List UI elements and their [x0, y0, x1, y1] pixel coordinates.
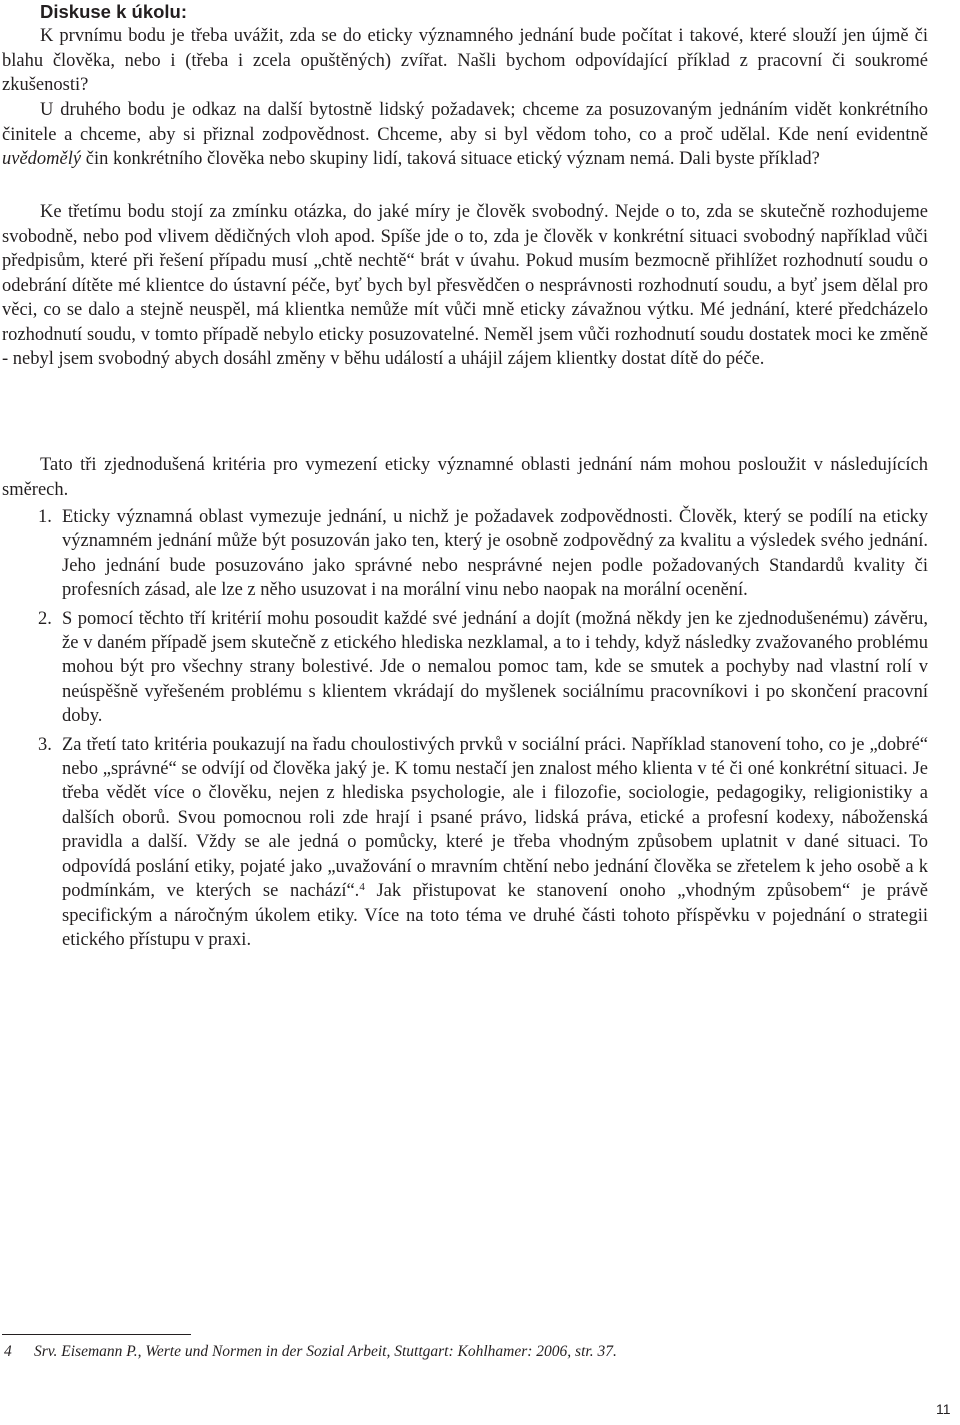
- list-item-text: [62, 735, 928, 950]
- list-item: [2, 505, 928, 603]
- paragraph-criteria-intro: Tato tři zjednodušená kritéria pro vymezení eticky významné oblasti jednání nám mohou posloužit v následujících směrech.: [2, 455, 928, 500]
- list-item-text-part: Jak přistupovat ke stanovení onoho „vhodným způsobem“ je právě specifickým a náročným úkolem etiky. Více na toto téma ve druhé části tohoto příspěvku v pojednání o strategii etického přístupu v praxi.: [62, 881, 929, 950]
- paragraph-third-point: Ke třetímu bodu stojí za zmínku otázka, do jaké míry je člověk svobodný. Nejde o to, zda se skutečně rozhodujeme svobodně, nebo pod vlivem dědičných vloh apod. Spíše jde o to, zda je člověk v konkrétní situaci svobodný například vůči předpisům, které při řešení případu musí „chtě nechtě“ brát v úvahu. Pokud musím bezmocně přihlížet rozhodnutí soudu o odebrání dítěte mé klientce do ústavní péče, byť bych byl přesvědčen o nesprávnosti rozhodnutí soudu, a byť jsem dělal pro věci, co se dalo a stejně neuspěl, má klientka nemůže mít vůči mně eticky závažnou výtku. Mé jednání, které předcházelo rozhodnutí soudu, v tomto případě nebylo eticky posuzovatelné. Neměl jsem vůči rozhodnutí soudu dostatek moci ke změně - nebyl jsem svobodný abych dosáhl změny v běhu událostí a uhájil zájem klientky dostat dítě do péče.: [2, 202, 928, 369]
- criteria-list: [2, 505, 928, 952]
- paragraph-second-point: [2, 98, 928, 172]
- footnote-divider: [2, 1334, 191, 1335]
- list-number: 1.: [38, 507, 52, 527]
- list-number: 3.: [38, 734, 52, 755]
- list-number: 2.: [38, 608, 52, 629]
- section-heading: Diskuse k úkolu:: [40, 1, 188, 22]
- footnote: [4, 1342, 617, 1362]
- list-item-text-part: Za třetí tato kritéria poukazují na řadu choulostivých prvků v sociální práci. Například stanovení toho, co je „dobré“ nebo „správné“ se odvíjí od člověka jaký je. K tomu nestačí jen znalost mého klienta v té či oné konkrétní situaci. Je třeba vědět více o člověku, nejen z hlediska psychologie, ale i filozofie, sociologie, pedagogiky, religionistiky a dalších oborů. Svou pomocnou roli zde hrají i psané právo, lidská práva, etické a profesní kodexy, náboženská pravidla a další. Vždy se ale jedná o pomůcky, které je třeba vhodným způsobem uplatnit v dané situaci. To odpovídá poslání etiky, pojaté jako „uvažování o mravním chtění nebo jednání člověka se zřetelem k jeho osobě a k podmínkám, ve kterých se nachází“.: [62, 734, 928, 902]
- list-item-text: S pomocí těchto tří kritérií mohu posoudit každé své jednání a dojít (možná někdy jen ke zjednodušenému) závěru, že v daném případě jsem skutečně z etického hlediska nezklamal, a to i tehdy, když následky zvažovaného problému mohou být pro všechny strany bolestivé. Jde o nemalou pomoc tam, kde se smutek a pochyby nad vlastní rolí v neúspěšně vyřešeném problému s klientem vkrádají do myšlenek sociálnímu pracovníkovi i po skončení pracovní doby.: [62, 608, 928, 727]
- list-item-text: Eticky významná oblast vymezuje jednání, u nichž je požadavek zodpovědnosti. Člověk, který se podílí na eticky významném jednání může být posuzován jako ten, který je osobně zodpovědný za kvalitu a výsledek svého jednání. Jeho jednání bude posuzováno jako správné nebo nesprávné nejen podle požadovaných Standardů kvality či profesních zásad, ale lze z něho usuzovat i na morální vinu nebo naopak na morální ocenění.: [62, 507, 928, 601]
- list-item: [2, 607, 928, 729]
- emphasized-word: uvědomělý: [2, 149, 82, 169]
- page-number: 11: [936, 1401, 951, 1417]
- paragraph-first-point: K prvnímu bodu je třeba uvážit, zda se do eticky významného jednání bude počítat i takové, které slouží jen újmě či blahu člověka, nebo i (třeba i zcela opuštěných) zvířat. Našli bychom odpovídající příklad z pracovní či soukromé zkušenosti?: [2, 26, 928, 95]
- paragraph-text: čin konkrétního člověka nebo skupiny lidí, taková situace etický význam nemá. Dali byste příklad?: [81, 149, 820, 169]
- list-item: [2, 733, 928, 953]
- footnote-reference[interactable]: 4: [359, 881, 365, 894]
- footnote-number: 4: [4, 1343, 12, 1360]
- footnote-text: Srv. Eisemann P., Werte und Normen in der Sozial Arbeit, Stuttgart: Kohlhamer: 2006, str. 37.: [34, 1343, 617, 1360]
- paragraph-text: U druhého bodu je odkaz na další bytostně lidský požadavek; chceme za posuzovaným jednáním vidět konkrétního činitele a chceme, aby si přiznal zodpovědnost. Chceme, aby si byl vědom toho, co a proč udělal. Kde není evidentně: [2, 100, 928, 145]
